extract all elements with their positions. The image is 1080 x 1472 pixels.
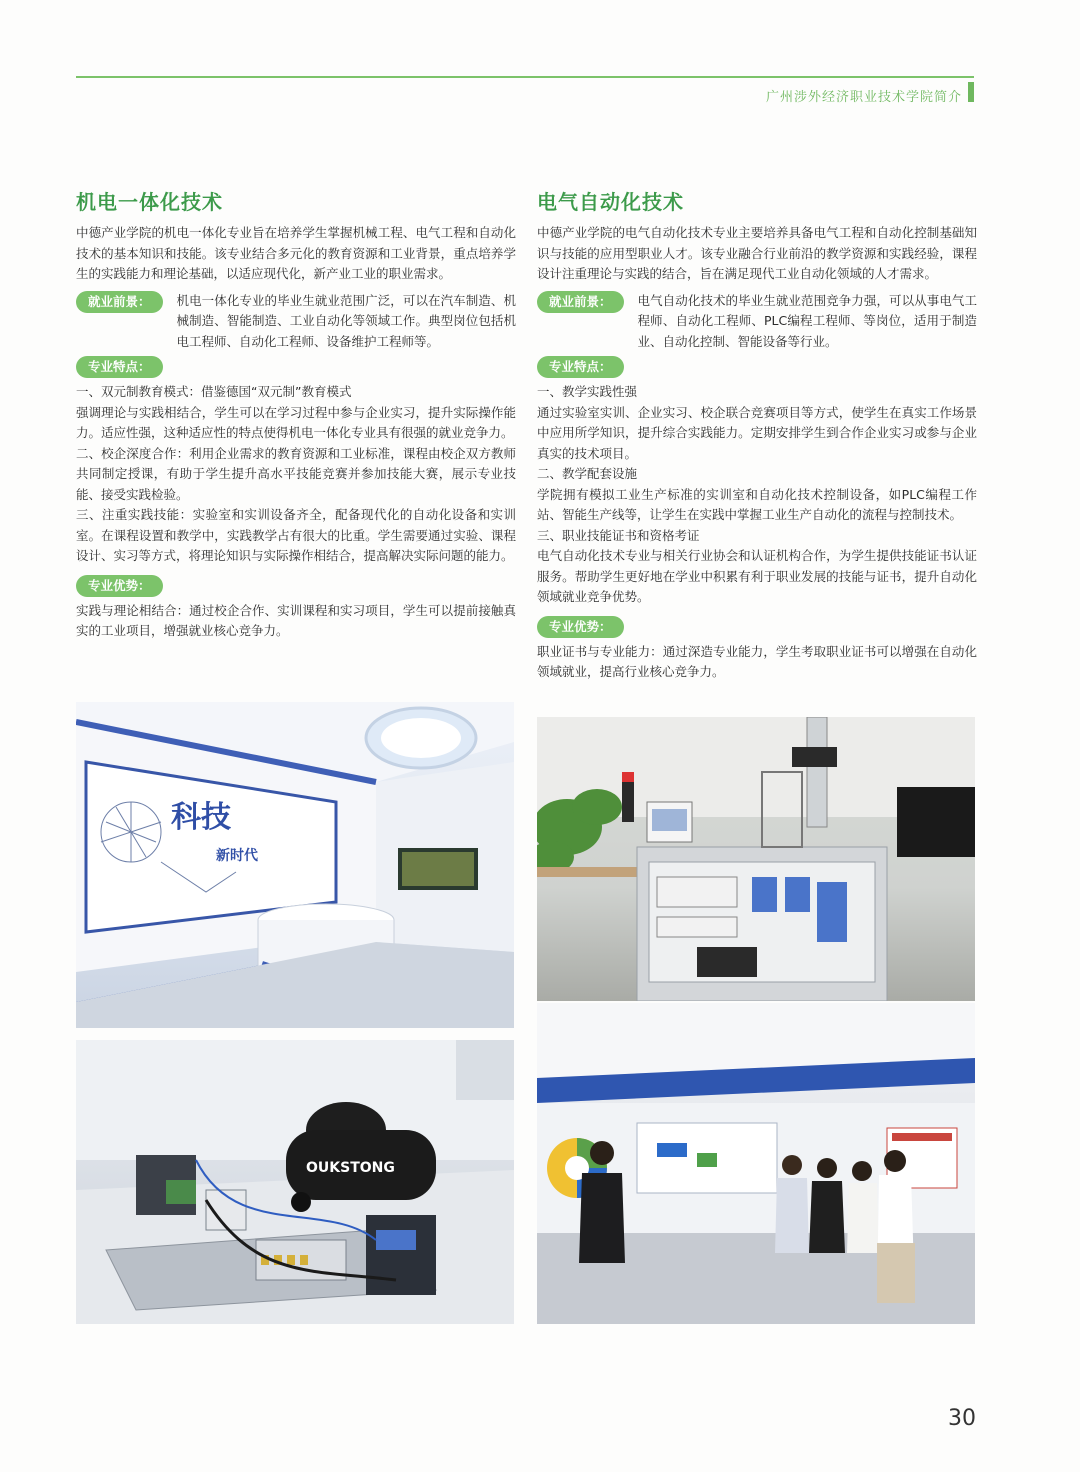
left-intro: 中德产业学院的机电一体化专业旨在培养学生掌握机械工程、电气工程和自动化技术的基本知识和技能。该专业结合多元化的教育资源和工业背景，重点培养学生的实践能力和理论基础，以适应现代化，新产业工业的职业需求。 <box>76 225 516 281</box>
right-features-heading <box>537 356 977 378</box>
page-number: 30 <box>948 1406 976 1431</box>
plc-bench-illustration <box>537 717 975 1001</box>
left-employment-label: 就业前景： <box>76 291 163 313</box>
header-rule <box>76 76 974 78</box>
left-employment-text: 机电一体化专业的毕业生就业范围广泛，可以在汽车制造、机械制造、智能制造、工业自动化等领域工作。典型岗位包括机电工程师、自动化工程师、设备维护工程师等。 <box>176 292 516 349</box>
left-features-label: 专业特点： <box>76 356 163 378</box>
left-advantage-text: 实践与理论相结合：通过校企合作、实训课程和实习项目，学生可以提前接触真实的工业项目，增强就业核心竞争力。 <box>76 602 516 638</box>
visitors-illustration <box>537 1003 975 1324</box>
left-title: 机电一体化技术 <box>76 190 223 214</box>
right-advantage-text: 职业证书与专业能力：通过深造专业能力，学生考取职业证书可以增强在自动化领域就业，提高行业核心竞争力。 <box>537 643 977 679</box>
header-bar <box>968 82 974 102</box>
right-feature-6: 电气自动化技术专业与相关行业协会和认证机构合作，为学生提供技能证书认证服务。帮助学生更好地在学业中积累有利于职业发展的技能与证书，提升自动化领域就业竞争优势。 <box>537 548 977 604</box>
right-intro: 中德产业学院的电气自动化技术专业主要培养具备电气工程和自动化控制基础知识与技能的应用型职业人才。该专业融合行业前沿的教学资源和实践经验，课程设计注重理论与实践的结合，旨在满足现代工业自动化领域的人才需求。 <box>537 225 977 281</box>
photo-pneumatic-rig <box>76 1040 514 1324</box>
right-feature-2: 通过实验室实训、企业实习、校企联合竞赛项目等方式，使学生在真实工作场景中应用所学知识，提升综合实践能力。定期安排学生到合作企业实习或参与企业真实的技术项目。 <box>537 404 977 461</box>
right-column <box>537 186 977 683</box>
right-feature-1: 一、教学实践性强 <box>537 384 638 399</box>
right-employment-label: 就业前景： <box>537 291 624 313</box>
compressor-brand: OUKSTONG <box>306 1160 395 1176</box>
right-features-label: 专业特点： <box>537 356 624 378</box>
left-employment <box>76 291 516 353</box>
left-feature-1: 一、双元制教育模式：借鉴德国“双元制”教育模式 <box>76 384 352 399</box>
photo-exhibition-hall <box>76 702 514 1028</box>
left-column <box>76 186 516 642</box>
right-feature-3: 二、教学配套设施 <box>537 466 638 481</box>
right-feature-4: 学院拥有模拟工业生产标准的实训室和自动化技术控制设备，如PLC编程工作站、智能生产线等，让学生在实践中掌握工业生产自动化的流程与控制技术。 <box>537 486 977 522</box>
right-feature-5: 三、职业技能证书和资格考证 <box>537 527 700 543</box>
right-advantage-label: 专业优势： <box>537 616 624 638</box>
pneumatic-rig-illustration <box>76 1040 514 1324</box>
right-employment-text: 电气自动化技术的毕业生就业范围竞争力强，可以从事电气工程师、自动化工程师、PLC编程工程师、等岗位，适用于制造业、自动化控制、智能设备等行业。 <box>637 292 977 349</box>
right-employment <box>537 291 977 353</box>
right-advantage-heading <box>537 616 977 638</box>
header-title: 广州涉外经济职业技术学院简介 <box>765 90 962 105</box>
left-advantage-heading <box>76 575 516 597</box>
left-advantage-label: 专业优势： <box>76 575 163 597</box>
left-feature-2: 强调理论与实践相结合，学生可以在学习过程中参与企业实习，提升实际操作能力。适应性强，这种适应性的特点使得机电一体化专业具有很强的就业竞争力。 <box>76 404 516 440</box>
exhibition-hall-illustration <box>76 702 514 1028</box>
exhibition-sign-big: 科技 <box>171 800 231 835</box>
left-features-heading <box>76 356 516 378</box>
photo-visitors <box>537 1003 975 1324</box>
photo-plc-bench <box>537 717 975 1001</box>
right-title: 电气自动化技术 <box>537 190 684 214</box>
exhibition-sign-small: 新时代 <box>216 848 258 864</box>
left-feature-3: 二、校企深度合作：利用企业需求的教育资源和工业标准，课程由校企双方教师共同制定授课，有助于学生提升高水平技能竞赛并参加技能大赛，展示专业技能、接受实践检验。 <box>76 445 516 502</box>
left-feature-4: 三、注重实践技能：实验室和实训设备齐全，配备现代化的自动化设备和实训室。在课程设置和教学中，实践教学占有很大的比重。学生需要通过实验、课程设计、实习等方式，将理论知识与实际操作相结合，提高解决实际问题的能力。 <box>76 507 516 563</box>
